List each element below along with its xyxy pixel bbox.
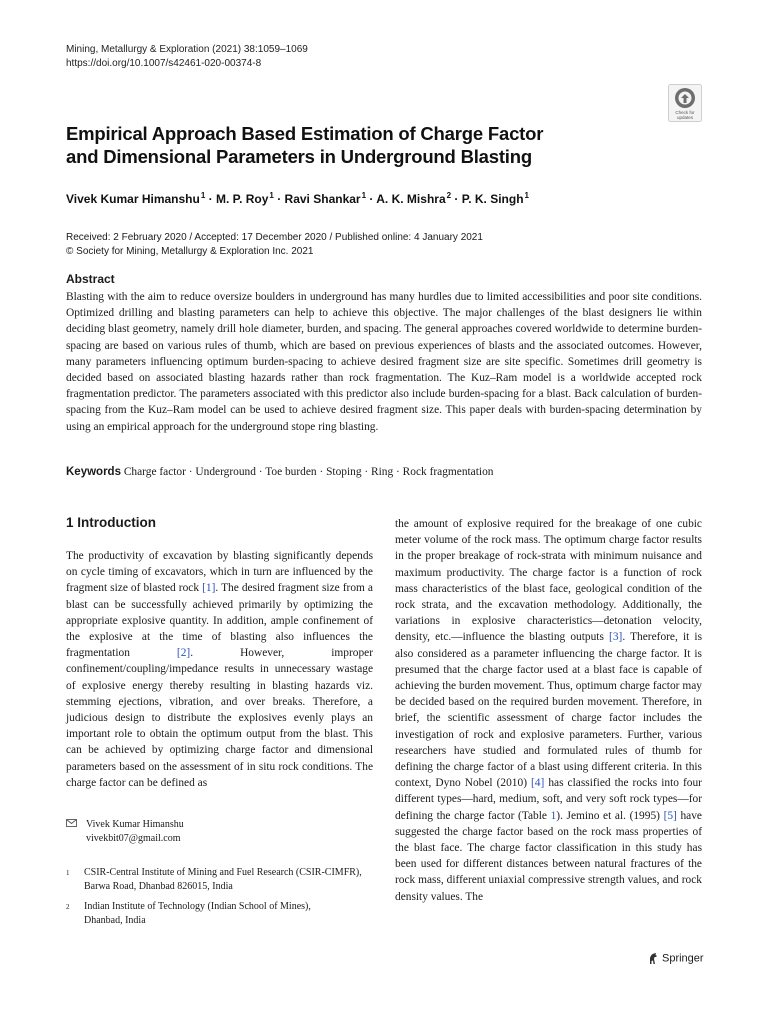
intro-column-right: [395, 516, 702, 905]
paragraph-segment: . Therefore, it is also considered as a parameter influencing the charge factor. It is presumed that the charge factor used at a blast face is capable of achieving the burden movement. Thus, optimum charge factor may be decided based on the required burden movement. Therefore, in brief, the scientific assessment of charge factor includes the investigation of rock and explosive parameters. Further, various researchers have studied and formulated rules of thumb for defining the charge factor of a blast using different criteria. In this context, Dyno Nobel (2010): [395, 631, 702, 790]
paragraph-segment: ). Jemino et al. (1995): [556, 809, 664, 822]
paragraph-segment: . However, improper confinement/coupling/impedance results in unnecessary wastage of explosive energy thereby resulting in blasting hazards viz. stemming ejections, vibration, and over breaks. Therefore, a judicious design to distribute the explosives evenly plays an important role to obtain the optimum output from the blast. This can be achieved by optimizing charge factor and dimensional parameters based on the assessment of in situ rock conditions. The charge factor can be defined as: [66, 647, 373, 789]
check-for-updates-icon: [668, 84, 702, 122]
paragraph-segment: . The desired fragment size from a blast can be successfully achieved primarily by optimizing the appropriate explosive quantity. In addition, ample confinement of the explosive at the time of blasting also influences the fragmentation: [66, 582, 373, 660]
check-for-updates-badge[interactable]: [668, 84, 702, 122]
author-name[interactable]: A. K. Mishra: [376, 192, 446, 206]
envelope-icon: [66, 819, 77, 827]
abstract-heading: Abstract: [66, 272, 115, 286]
journal-citation: Mining, Metallurgy & Exploration (2021) 38:1059–1069: [66, 44, 308, 55]
svg-text:Check for: Check for: [675, 110, 695, 115]
copyright-notice: © Society for Mining, Metallurgy & Exploration Inc. 2021: [66, 246, 314, 257]
paper-title: [66, 122, 656, 168]
article-dates: [66, 231, 483, 259]
svg-text:updates: updates: [676, 115, 694, 120]
affiliation-number: 1: [66, 869, 70, 877]
paragraph-segment: have suggested the charge factor based on the rock mass properties of the blast face. The charge factor classification in this study has been used for different distances between natural fractures of the rock mass, different uniaxial compressive strength values, and rock density values. The: [395, 809, 702, 903]
table-reference-link[interactable]: 1: [550, 809, 557, 822]
citation-link[interactable]: [2]: [176, 647, 191, 660]
author-name[interactable]: P. K. Singh: [461, 192, 524, 206]
author-name[interactable]: M. P. Roy: [215, 192, 269, 206]
author-affiliation-mark: 1: [200, 191, 206, 200]
paragraph-segment: the amount of explosive required for the breakage of one cubic meter volume of the rock mass. The optimum charge factor results in the proper breakage of rock-strata with minimum nuisance and maximum productivity. The charge factor is a function of rock mass characteristics of the blast face, geological condition of the rock strata, and the excavation methodology. Additionally, the variations in explosive characteristics—detonation velocity, density, etc.—influence the blasting outputs: [395, 518, 702, 644]
title-line-2: and Dimensional Parameters in Underground Blasting: [66, 146, 532, 167]
affiliation-line: Dhanbad, India: [84, 915, 146, 926]
author-affiliation-mark: 2: [446, 191, 452, 200]
author-list: Vivek Kumar Himanshu$^1$ · M. P. Roy$^1$ · Ravi Shankar$^1$ · A. K. Mishra$^2$ · P. K. Singh$^1$: [66, 191, 529, 206]
keywords-label: Keywords: [66, 466, 121, 478]
corresponding-author-email[interactable]: vivekbit07@gmail.com: [86, 833, 181, 844]
citation-link[interactable]: [4]: [531, 777, 545, 790]
author-name[interactable]: Vivek Kumar Himanshu: [66, 192, 200, 206]
keywords-list: Charge factor · Underground · Toe burden · Stoping · Ring · Rock fragmentation: [123, 466, 494, 478]
abstract-text: Blasting with the aim to reduce oversize boulders in underground has many hurdles due to limited accessibilities and poor site conditions. Optimized drilling and blasting parameters can help to achieve this objective. The major challenges of the blast designers lie within deciding blast geometry, namely drill hole diameter, burden, and spacing. The general approaches covered worldwide to determine burden-spacing are based on various rules of thumb, which are based on previous experiences of blasts and the associated outcomes. However, many parameters influencing optimum burden-spacing to achieve desired fragment size are site specific. Sometimes drill geometry is decided based on associated blasting hazards rather than rock fragmentation. The Kuz–Ram model is a worldwide accepted rock fragmentation predictor. The parameters associated with this predictor also include burden-spacing for a blast. Back calculation of burden-spacing from the Kuz–Ram model can be used to achieve desired fragment size. This paper deals with burden-spacing determination by using an empirical approach for the underground stope ring blasting.: [66, 291, 702, 433]
affiliation-line: Barwa Road, Dhanbad 826015, India: [84, 881, 233, 892]
paragraph-segment: The productivity of excavation by blasting significantly depends on cycle timing of excavators, which in turn are influenced by the fragment size of blasted rock: [66, 550, 373, 595]
journal-header: [66, 43, 308, 71]
author-affiliation-mark: 1: [269, 191, 274, 200]
springer-horse-icon: [648, 952, 658, 965]
section-heading-introduction: 1 Introduction: [66, 515, 156, 530]
citation-link[interactable]: [1]: [202, 582, 216, 595]
intro-column-left: [66, 548, 373, 791]
corresponding-author-name: Vivek Kumar Himanshu: [86, 819, 184, 830]
affiliation-number: 2: [66, 903, 70, 911]
publisher-footer: [648, 952, 704, 965]
received-accepted-dates: Received: 2 February 2020 / Accepted: 17 December 2020 / Published online: 4 January 2021: [66, 232, 483, 243]
title-line-1: Empirical Approach Based Estimation of Charge Factor: [66, 123, 544, 144]
author-affiliation-mark: 1: [361, 191, 367, 200]
doi-link[interactable]: https://doi.org/10.1007/s42461-020-00374-8: [66, 58, 262, 69]
citation-link[interactable]: [3]: [609, 631, 623, 644]
affiliation-line: CSIR-Central Institute of Mining and Fuel Research (CSIR-CIMFR),: [84, 867, 362, 878]
paragraph-segment: has classified the rocks into four different types—hard, medium, soft, and very soft rock types—for defining the charge factor (Table: [395, 777, 702, 822]
publisher-name: Springer: [662, 952, 704, 965]
affiliation-line: Indian Institute of Technology (Indian School of Mines),: [84, 901, 311, 912]
keywords-line: [66, 466, 493, 478]
author-name[interactable]: Ravi Shankar: [284, 192, 361, 206]
author-affiliation-mark: 1: [524, 191, 529, 200]
citation-link[interactable]: [5]: [663, 809, 677, 822]
